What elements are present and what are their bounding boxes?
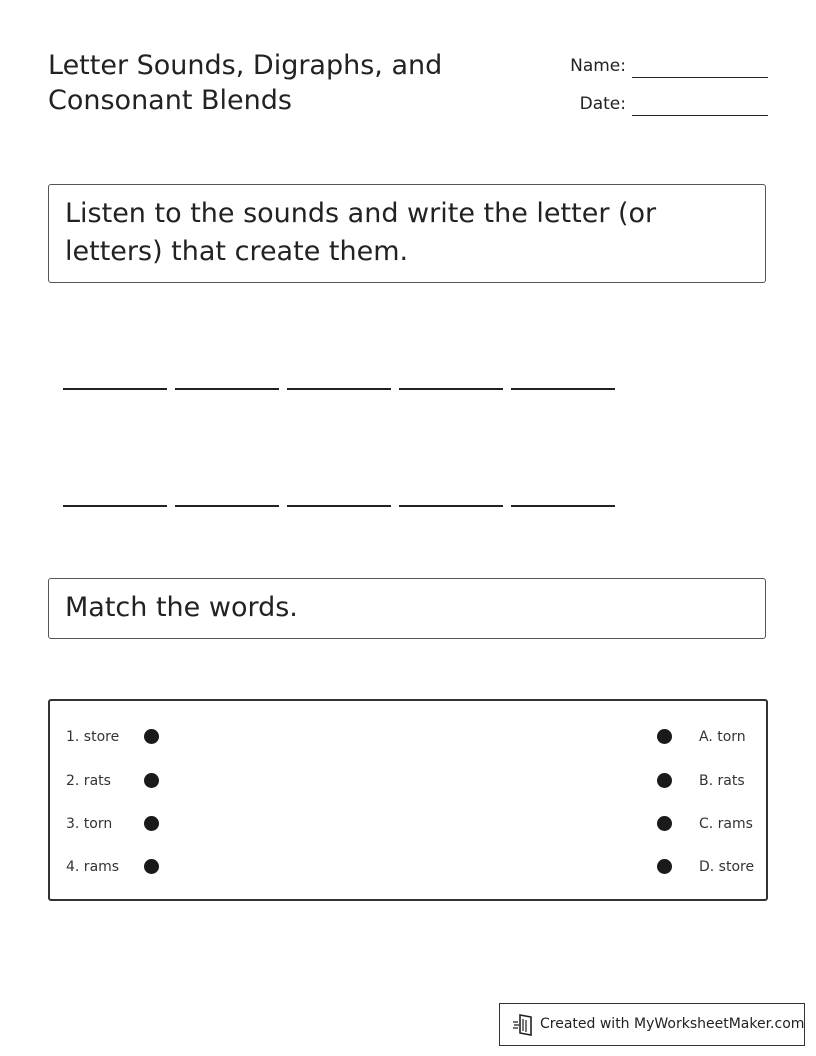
listen-instruction-text: Listen to the sounds and write the letter (or letters) that create them. <box>65 198 657 267</box>
worksheet-title-line-2: Consonant Blends <box>48 85 292 116</box>
left-match-dot[interactable] <box>144 859 159 874</box>
match-instruction-text: Match the words. <box>65 592 298 623</box>
answer-blank[interactable] <box>399 370 503 390</box>
left-match-dot[interactable] <box>144 773 159 788</box>
worksheet-title-line-1: Letter Sounds, Digraphs, and <box>48 50 443 81</box>
left-match-item: 4. rams <box>66 859 120 875</box>
footer-credit-text: Created with MyWorksheetMaker.com <box>540 1016 805 1032</box>
right-match-item: A. torn <box>699 729 746 745</box>
answer-blank[interactable] <box>511 370 615 390</box>
right-match-dot[interactable] <box>657 859 672 874</box>
left-match-dot[interactable] <box>144 729 159 744</box>
left-match-dot[interactable] <box>144 816 159 831</box>
answer-blank[interactable] <box>287 487 391 507</box>
answer-blank[interactable] <box>175 370 279 390</box>
matching-exercise-box <box>48 699 768 901</box>
worksheet-title <box>48 48 478 118</box>
left-match-item: 2. rats <box>66 773 111 789</box>
left-match-item: 1. store <box>66 729 120 745</box>
name-label: Name: <box>570 56 626 76</box>
left-match-item: 3. torn <box>66 816 113 832</box>
right-match-dot[interactable] <box>657 773 672 788</box>
name-blank-line[interactable] <box>632 77 768 78</box>
date-blank-line[interactable] <box>632 115 768 116</box>
right-match-dot[interactable] <box>657 816 672 831</box>
right-match-item: B. rats <box>699 773 745 789</box>
right-match-item: C. rams <box>699 816 753 832</box>
worksheet-maker-logo-icon <box>512 1013 534 1037</box>
answer-blank[interactable] <box>63 370 167 390</box>
answer-blank[interactable] <box>63 487 167 507</box>
answer-blank[interactable] <box>511 487 615 507</box>
answer-blank[interactable] <box>175 487 279 507</box>
date-label: Date: <box>579 94 626 114</box>
listen-instruction-box <box>48 184 766 283</box>
footer-credit-badge[interactable] <box>499 1003 805 1046</box>
answer-blank[interactable] <box>399 487 503 507</box>
date-field-row <box>560 86 768 116</box>
match-instruction-box <box>48 578 766 639</box>
answer-blank[interactable] <box>287 370 391 390</box>
right-match-dot[interactable] <box>657 729 672 744</box>
name-field-row <box>560 48 768 78</box>
right-match-item: D. store <box>699 859 755 875</box>
